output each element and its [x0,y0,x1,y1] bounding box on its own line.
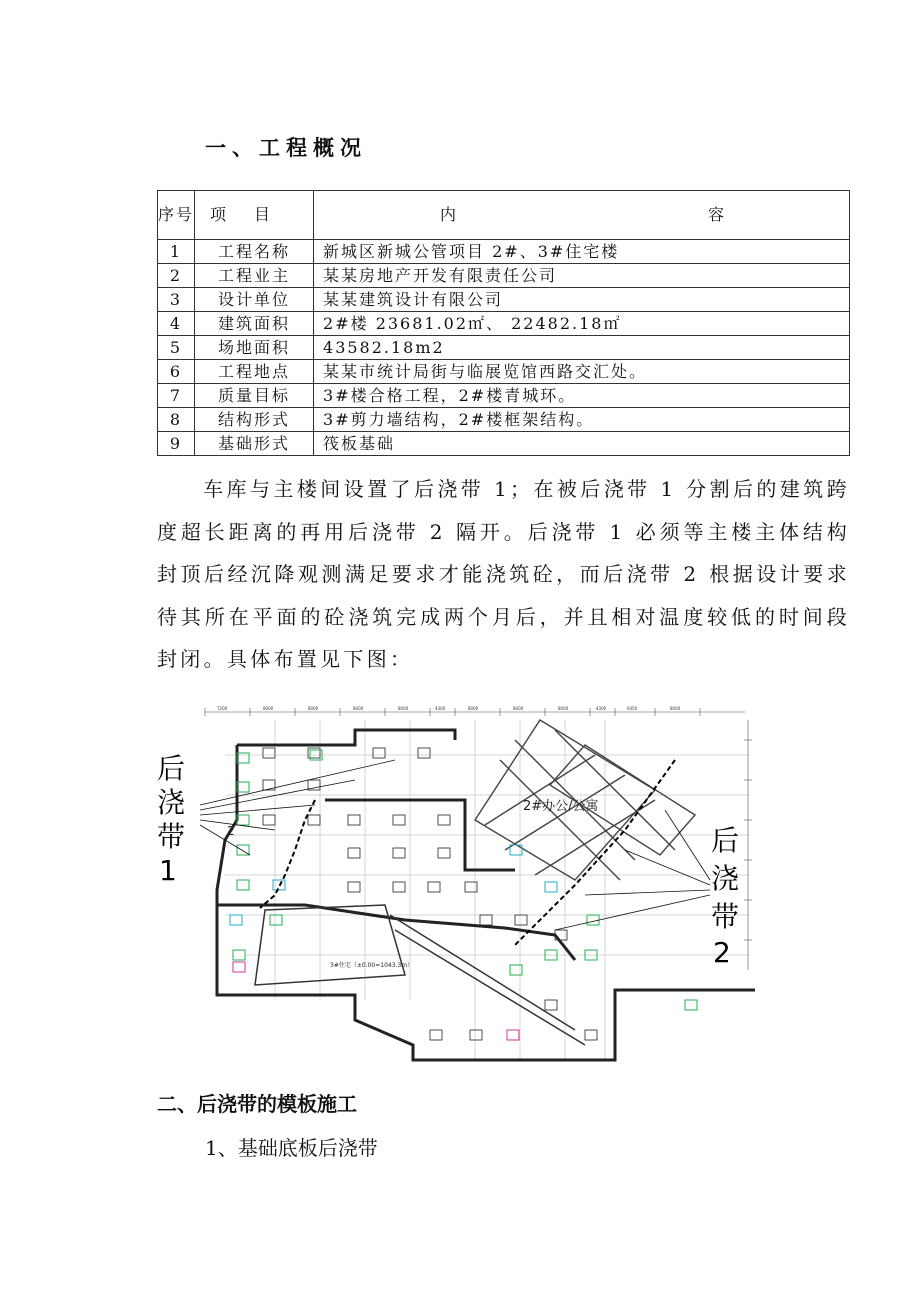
table-header-row [158,191,850,240]
row-content: 新城区新城公管项目 2#、3#住宅楼 [314,240,850,264]
row-content: 2#楼 23681.02㎡、 22482.18㎡ [314,312,850,336]
strip-1-label-char: 浇 [157,786,186,819]
header-content [314,191,850,240]
section-title-1: 一、工程概况 [205,136,367,160]
paragraph-text: 车库与主楼间设置了后浇带 1；在被后浇带 1 分割后的建筑跨度超长距离的再用后浇带 2 隔开。后浇带 1 必须等主楼主体结构封顶后经沉降观测满足要求才能浇筑砼，而后浇带 2 根据设计要求待其所在平面的砼浇筑完成两个月后，并且相对温度较低的时间段封闭。具体布置见下图： [157,477,850,671]
row-content: 3#剪力墙结构，2#楼框架结构。 [314,408,850,432]
strip-2-label-char: 浇 [711,862,740,895]
dim-label: 6450 [627,706,638,711]
row-content: 43582.18m2 [314,336,850,360]
dim-label: 8000 [308,706,319,711]
row-no: 3 [158,288,195,312]
section-title-2: 二、后浇带的模板施工 [157,1092,357,1116]
row-item: 建筑面积 [195,312,314,336]
strip-2-label-char: 2 [713,936,731,969]
header-content-right: 容 [708,205,727,224]
row-item: 工程业主 [195,264,314,288]
row-content: 某某房地产开发有限责任公司 [314,264,850,288]
table-row [158,360,850,384]
dim-label: 8000 [353,706,364,711]
row-item: 场地面积 [195,336,314,360]
row-no: 7 [158,384,195,408]
post-pour-strip-1-line [260,800,315,908]
dim-label: 8000 [263,706,274,711]
row-no: 8 [158,408,195,432]
axis-grid [225,720,750,1060]
row-no: 4 [158,312,195,336]
row-item: 质量目标 [195,384,314,408]
dim-label: 4300 [435,706,446,711]
strip-2-label-char: 后 [711,824,740,857]
dim-label: 7200 [217,706,228,711]
subsection-title-1: 1、基础底板后浇带 [205,1136,378,1160]
post-pour-strip-layout-drawing [155,700,755,1070]
row-content: 筏板基础 [314,432,850,456]
strip-1-label-char: 带 [157,820,186,853]
table-row [158,384,850,408]
building-2-label: 2#办公/公寓 [523,799,599,814]
highlighted-pile-caps [233,750,697,1010]
row-no: 1 [158,240,195,264]
dim-label: 8000 [558,706,569,711]
small-area-label: 2 [227,824,235,838]
table-row [158,264,850,288]
dim-label: 8000 [468,706,479,711]
dim-label: 8000 [398,706,409,711]
row-content: 3#楼合格工程，2#楼青城环。 [314,384,850,408]
project-overview-table [157,190,850,456]
description-paragraph [157,468,850,681]
table-row [158,432,850,456]
row-item: 工程名称 [195,240,314,264]
building-3-outline [255,905,585,1045]
strip-1-label-char: 后 [157,752,186,785]
row-no: 2 [158,264,195,288]
row-item: 结构形式 [195,408,314,432]
garage-walls [217,730,755,1060]
table-row [158,240,850,264]
table-row [158,288,850,312]
dim-label: 4300 [596,706,607,711]
table-row [158,408,850,432]
table-row [158,336,850,360]
row-item: 工程地点 [195,360,314,384]
header-item: 项目 [195,191,314,240]
dim-label: 8000 [513,706,524,711]
row-no: 6 [158,360,195,384]
strip-1-label-char: 1 [159,854,177,887]
row-no: 5 [158,336,195,360]
header-no: 序号 [158,191,195,240]
header-content-left: 内 [439,205,458,224]
table-row [158,312,850,336]
right-dimension-line [744,720,752,970]
row-content: 某某建筑设计有限公司 [314,288,850,312]
building-3-label: 3#住宅（±0.00=1043.3m） [330,962,414,969]
dim-label: 8000 [670,706,681,711]
row-item: 基础形式 [195,432,314,456]
row-content: 某某市统计局街与临展览馆西路交汇处。 [314,360,850,384]
strip-2-label-char: 带 [711,900,740,933]
row-item: 设计单位 [195,288,314,312]
row-no: 9 [158,432,195,456]
